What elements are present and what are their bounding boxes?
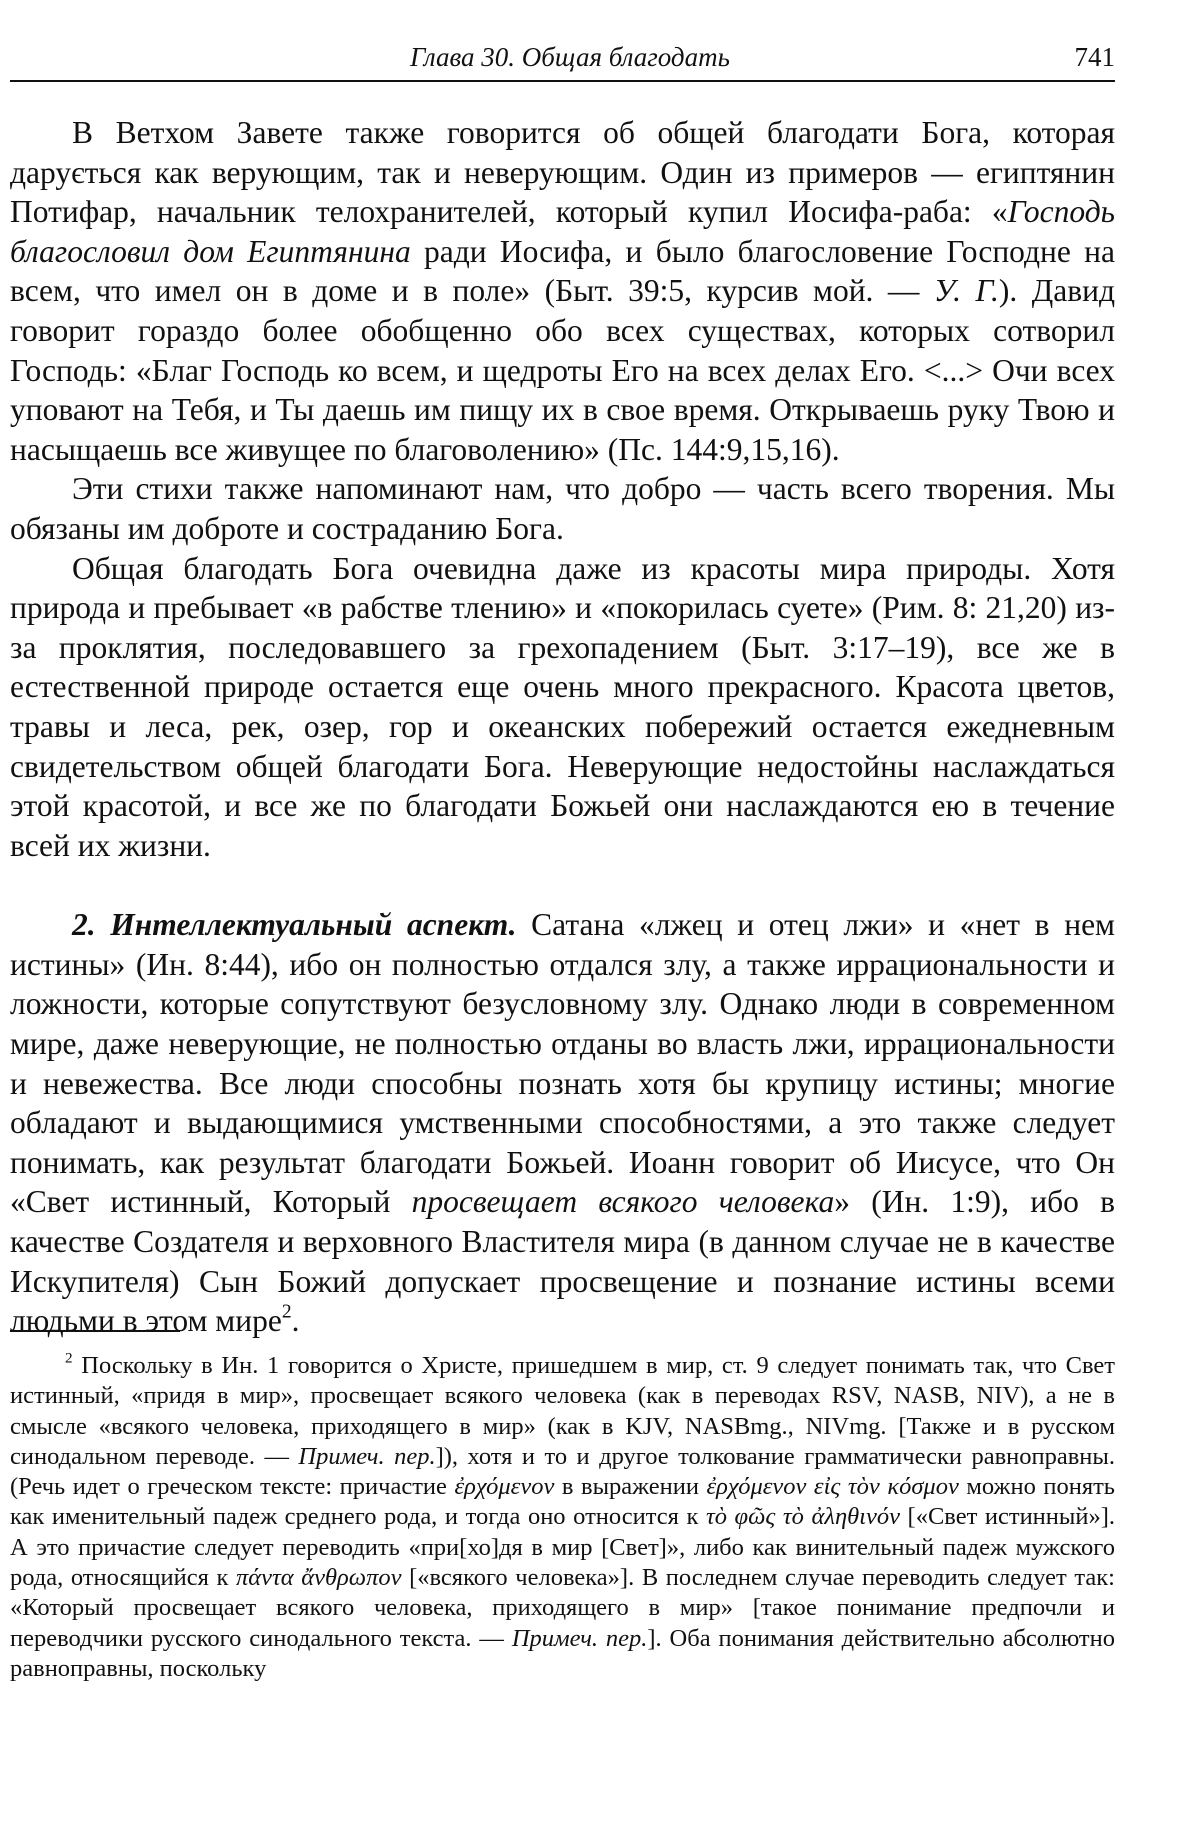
paragraph-intellectual bbox=[10, 905, 1115, 1341]
paragraph-nature: Общая благодать Бога очевидна даже из красоты мира природы. Хотя природа и пребывает «в рабстве тлению» и «покорилась суете» (Рим. 8: 21,20) из-за проклятия, последовавшего за грехопадением (Быт. 3:17–19), все же в естественной природе остается еще очень много прекрасного. Красота цветов, травы и леса, рек, озер, гор и океанских побережий остается ежедневным свидетельством общей благодати Бога. Неверующие недостойны наслаждаться этой красотой, и все же по благодати Божьей они наслаждаются ею в течение всей их жизни. bbox=[10, 550, 1115, 863]
text-run: » (Ин. 1:9), ибо в качестве Создателя и верховного Властителя мира (в данном случае не в качестве Искупителя) Сын Божий допускает просвещение и познание истины всеми людьми в этом мире bbox=[10, 1184, 1115, 1339]
greek-word: ἐρχόμενον bbox=[454, 1473, 555, 1501]
greek-phrase: πάντα ἄνθρωπον bbox=[236, 1564, 402, 1592]
text-run: [«всякого человека»]. В последнем случае переводить следует так: «Который просвещает всякого человека, приходящего в мир» [такое понимание предпочли и переводчики русского синодального текста. — bbox=[10, 1564, 1115, 1652]
footnote-separator bbox=[10, 1330, 180, 1332]
italic-quote: просвещает всякого человека bbox=[411, 1184, 835, 1220]
greek-phrase: ἐρχόμενον εἰς τὸν κόσμον bbox=[706, 1473, 959, 1501]
text-run: . bbox=[291, 1303, 300, 1339]
italic-quote: Господь благословил дом Египтянина bbox=[10, 194, 1115, 269]
footnote-ref[interactable]: 2 bbox=[281, 1301, 292, 1323]
footnote-text bbox=[10, 1351, 1115, 1684]
running-header bbox=[10, 40, 1115, 82]
text-run: ). Давид говорит гораздо более обобщенно обо всех существах, которых сотворил Господь: «Благ Господь ко всем, и щедроты Его на всех делах Его. <...> Очи всех уповают на Тебя, и Ты даешь им пищу их в свое время. Открываешь руку Твою и насыщаешь все живущее по благоволению» (Пс. 144:9,15,16). bbox=[10, 273, 1115, 467]
text-run: можно понять как именительный падеж среднего рода, и тогда оно относится к bbox=[10, 1473, 1115, 1531]
paragraph-old-testament bbox=[10, 113, 1115, 469]
text-run: в выражении bbox=[554, 1473, 707, 1501]
text-run: В Ветхом Завете также говорится об общей благодати Бога, которая дарується как верующим, так и неверующим. Один из примеров — египтянин Потифар, начальник телохранителей, который купил Иосифа-раба: « bbox=[10, 115, 1115, 230]
section-heading: 2. Интеллектуальный аспект. bbox=[72, 907, 517, 943]
greek-phrase: τὸ φῶς τὸ ἀληθινόν bbox=[705, 1503, 900, 1531]
main-text bbox=[10, 113, 1115, 1341]
footnote-marker: 2 bbox=[65, 1349, 73, 1367]
page-number: 741 bbox=[1074, 42, 1115, 72]
footnote bbox=[10, 1351, 1115, 1684]
chapter-title: Глава 30. Общая благодать bbox=[410, 42, 730, 72]
text-run: ]), хотя и то и другое толкование грамматически равноправны. (Речь идет о греческом тексте: причастие bbox=[10, 1442, 1116, 1501]
paragraph-goodness: Эти стихи также напоминают нам, что добро — часть всего творения. Мы обязаны им доброте и состраданию Бога. bbox=[10, 471, 1115, 546]
text-run: Сатана «лжец и отец лжи» и «нет в нем истины» (Ин. 8:44), ибо он полностью отдался злу, а также иррациональности и ложности, которые сопутствуют безусловному злу. Однако люди в современном мире, даже неверующие, не полностью отданы во власть лжи, иррациональности и невежества. Все люди способны познать хотя бы крупицу истины; многие обладают и выдающимися умственными способностями, а это также следует понимать, как результат благодати Божьей. Иоанн говорит об Иисусе, что Он «Свет истинный, Который bbox=[10, 907, 1115, 1220]
author-initials: У. Г. bbox=[933, 273, 999, 309]
text-run: Поскольку в Ин. 1 говорится о Христе, пришедшем в мир, ст. 9 следует понимать так, что Свет истинный, «придя в мир», просвещает всякого человека (как в переводах RSV, NASB, NIV), а не в смысле «всякого человека, приходящего в мир» (как в KJV, NASBmg., NIVmg. [Также и в русском синодальном переводе. — bbox=[10, 1352, 1115, 1470]
translator-note: Примеч. пер. bbox=[511, 1624, 648, 1652]
text-run: ради Иосифа, и было благословение Господне на всем, что имел он в доме и в поле» (Быт. 39:5, курсив мой. — bbox=[10, 233, 1116, 309]
text-run: [«Свет истинный»]. А это причастие следует переводить «при[хо]дя в мир [Свет]», либо как винительный падеж мужского рода, относящийся к bbox=[10, 1503, 1116, 1592]
translator-note: Примеч. пер. bbox=[298, 1442, 436, 1470]
text-run: ]. Оба понимания действительно абсолютно равноправны, поскольку bbox=[10, 1624, 1115, 1682]
